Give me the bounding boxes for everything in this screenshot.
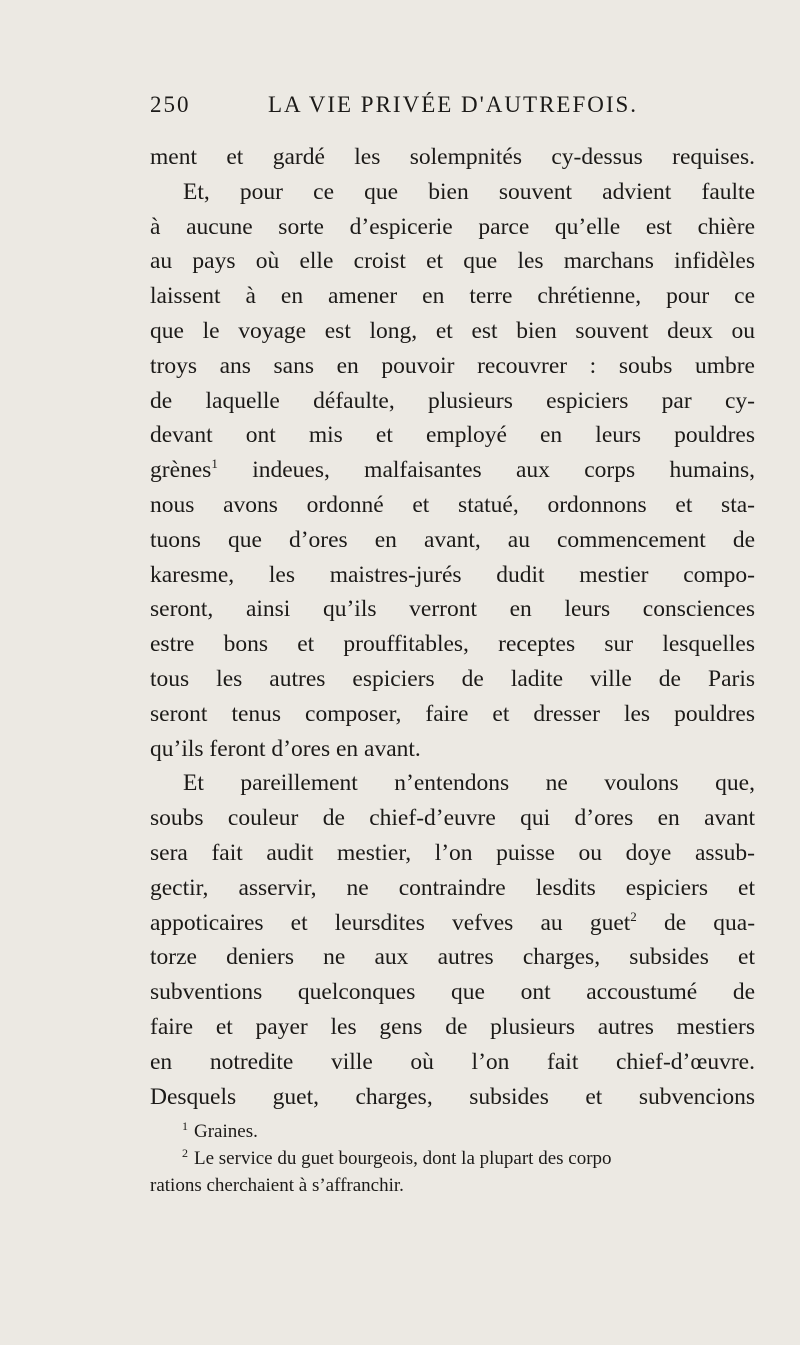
text-fragment: de qua- (663, 909, 756, 936)
text-line: troys ans sans en pouvoir recouvrer : soubs umbre (150, 352, 755, 379)
text-line: subventions quelconques que ont accoustumé de (150, 979, 755, 1006)
footnote-mark: 2 (182, 1146, 188, 1160)
text-line: faire et payer les gens de plusieurs autres mestiers (150, 1013, 755, 1040)
text-line: sera fait audit mestier, l’on puisse ou doye assub- (150, 839, 755, 866)
text-line: en notredite ville où l’on fait chief-d’œuvre. (150, 1048, 755, 1075)
text-line: karesme, les maistres-jurés dudit mestier compo- (150, 561, 755, 588)
text-line (150, 453, 755, 488)
text-line: tous les autres espiciers de ladite ville de Paris (150, 665, 755, 692)
text-line: à aucune sorte d’espicerie parce qu’elle est chière (150, 213, 755, 240)
text-line: torze deniers ne aux autres charges, subsides et (150, 944, 755, 971)
text-line: seront tenus composer, faire et dresser les pouldres (150, 700, 755, 727)
footnote-2 (150, 1145, 755, 1172)
text-line: devant ont mis et employé en leurs pouldres (150, 422, 755, 449)
text-line: nous avons ordonné et statué, ordonnons et sta- (150, 491, 755, 518)
text-line: estre bons et prouffitables, receptes sur lesquelles (150, 631, 755, 658)
text-fragment: indeues, malfaisantes aux corps humains, (252, 457, 755, 484)
footnote-1 (150, 1118, 755, 1145)
word-grenes: grènes (150, 457, 212, 484)
text-fragment: appoticaires et leursdites vefves au (150, 909, 563, 936)
running-title: LA VIE PRIVÉE D'AUTREFOIS. (268, 92, 639, 117)
body-text (150, 140, 755, 1114)
text-line: que le voyage est long, et est bien souvent deux ou (150, 317, 755, 344)
footnote-ref-2: 2 (630, 908, 637, 924)
word-guet: guet (589, 909, 631, 936)
text-line: Et pareillement n’entendons ne voulons que, (183, 770, 755, 797)
text-line: seront, ainsi qu’ils verront en leurs consciences (150, 596, 755, 623)
text-line: Et, pour ce que bien souvent advient faulte (183, 178, 755, 205)
text-line: soubs couleur de chief-d’euvre qui d’ores en avant (150, 805, 755, 832)
text-line: de laquelle défaulte, plusieurs espiciers par cy- (150, 387, 755, 414)
text-line: au pays où elle croist et que les marchans infidèles (150, 248, 755, 275)
footnote-text: Graines. (194, 1121, 258, 1142)
text-line: ment et gardé les solempnités cy-dessus requises. (150, 144, 755, 170)
footnote-2-continuation: rations cherchaient à s’affranchir. (150, 1175, 404, 1196)
footnote-ref-1: 1 (211, 456, 218, 472)
footnote-mark: 1 (182, 1119, 188, 1133)
footnote-text: Le service du guet bourgeois, dont la plupart des corpo (194, 1148, 612, 1169)
text-line: Desquels guet, charges, subsides et subvencions (150, 1083, 755, 1110)
page-header (150, 92, 755, 122)
text-line: laissent à en amener en terre chrétienne, pour ce (150, 283, 755, 310)
text-line (150, 906, 755, 941)
text-line: qu’ils feront d’ores en avant. (150, 735, 421, 762)
text-line: tuons que d’ores en avant, au commencement de (150, 526, 755, 553)
text-line: gectir, asservir, ne contraindre lesdits espiciers et (150, 874, 755, 901)
footnotes (150, 1118, 755, 1199)
page-number: 250 (150, 92, 191, 117)
